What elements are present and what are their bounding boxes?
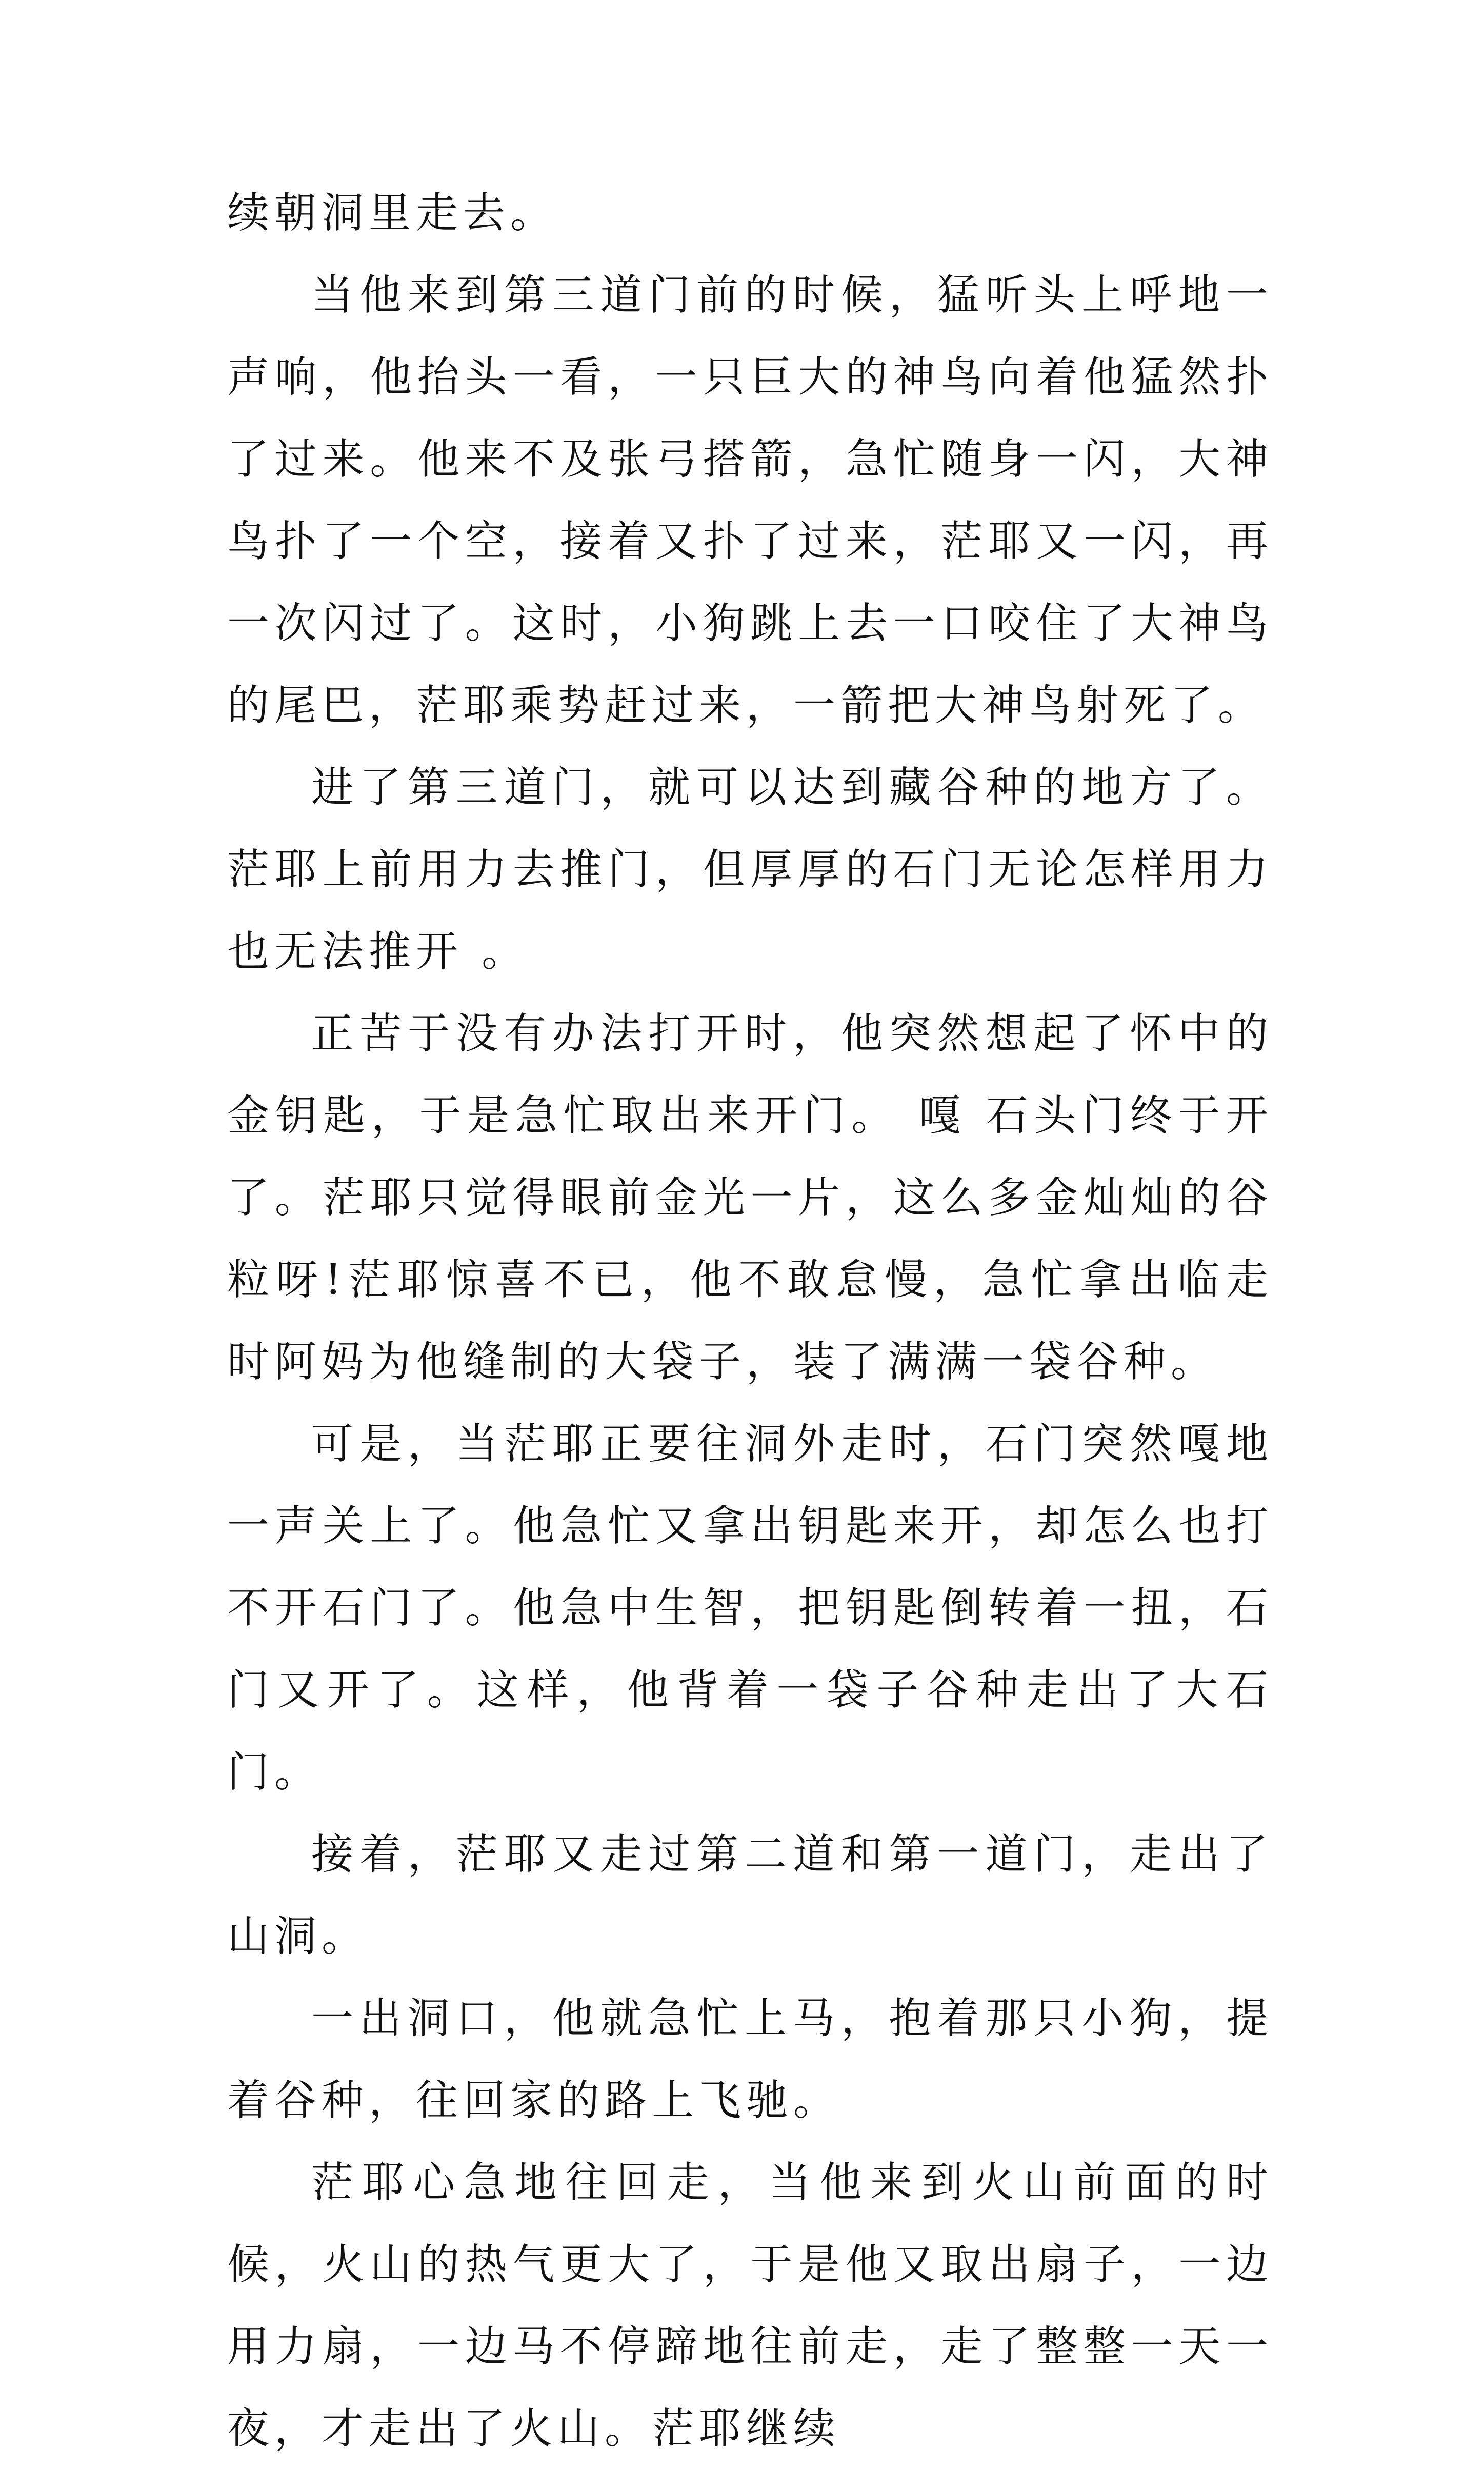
paragraph: 接着，茫耶又走过第二道和第一道门，走出了山洞。 [227, 1830, 1273, 1961]
paragraph: 可是，当茫耶正要往洞外走时，石门突然嘎地一声关上了。他急忙又拿出钥匙来开，却怎么也打不开石门了。他急中生智，把钥匙倒转着一扭，石门又开了。这样，他背着一袋子谷种走出了大石门。 [227, 1420, 1273, 1797]
paragraph: 正苦于没有办法打开时，他突然想起了怀中的金钥匙，于是急忙取出来开门。 嘎 石头门终于开了。茫耶只觉得眼前金光一片，这么多金灿灿的谷粒呀!茫耶惊喜不已，他不敢怠慢，急忙拿出临走时阿妈为他缝制的大袋子，装了满满一袋谷种。 [227, 1009, 1273, 1386]
paragraph: 一出洞口，他就急忙上马，抱着那只小狗，提着谷种，往回家的路上飞驰。 [227, 1994, 1273, 2125]
paragraph: 续朝洞里走去。 [227, 189, 558, 237]
paragraph: 进了第三道门，就可以达到藏谷种的地方了。茫耶上前用力去推门，但厚厚的石门无论怎样用力也无法推开 。 [227, 763, 1273, 976]
paragraph: 茫耶心急地往回走，当他来到火山前面的时候，火山的热气更大了，于是他又取出扇子，一边用力扇，一边马不停蹄地往前走，走了整整一天一夜，才走出了火山。茫耶继续 [227, 2158, 1273, 2453]
body-text [227, 172, 1273, 2470]
paragraph: 当他来到第三道门前的时候，猛听头上呼地一声响，他抬头一看，一只巨大的神鸟向着他猛然扑了过来。他来不及张弓搭箭，急忙随身一闪，大神鸟扑了一个空，接着又扑了过来，茫耶又一闪，再一次闪过了。这时，小狗跳上去一口咬住了大神鸟的尾巴，茫耶乘势赶过来，一箭把大神鸟射死了。 [227, 271, 1273, 730]
